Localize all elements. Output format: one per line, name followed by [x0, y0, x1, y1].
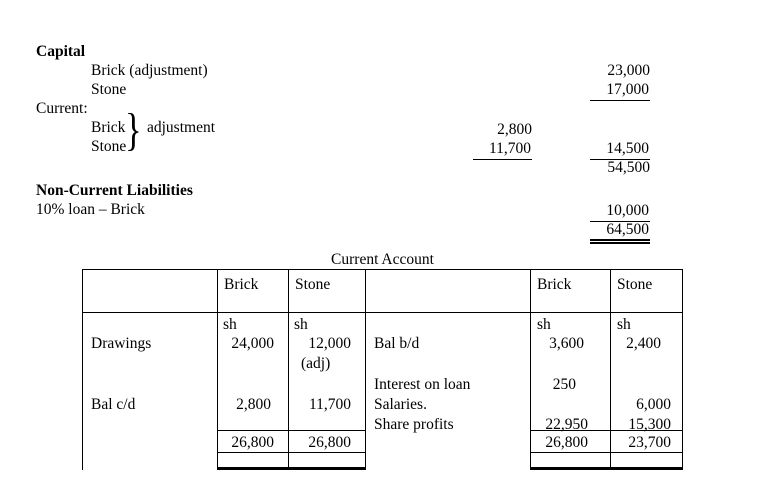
debit-total-stone: 26,800 — [308, 434, 351, 451]
current-stone-value: 11,700 — [452, 139, 532, 160]
loan-value: 10,000 — [570, 201, 650, 222]
credit-total-stone: 23,700 — [628, 434, 671, 451]
credit-total-brick: 26,800 — [545, 434, 588, 451]
header-brick-right: Brick — [537, 276, 572, 293]
drawings-stone: 12,000 — [308, 335, 351, 352]
currency-label: sh — [223, 316, 237, 333]
loan-label: 10% loan – Brick — [36, 201, 145, 218]
share-profits-label: Share profits — [374, 416, 454, 433]
header-brick-left: Brick — [224, 276, 259, 293]
totals-rule-bottom — [530, 452, 683, 453]
current-stone-label: Stone — [91, 138, 127, 155]
share-profits-stone: 15,300 — [628, 416, 671, 433]
salaries-stone: 6,000 — [636, 396, 671, 413]
table-border-top — [82, 269, 683, 270]
curly-brace: } — [125, 104, 142, 155]
header-stone-right: Stone — [617, 276, 653, 293]
header-stone-left: Stone — [295, 276, 331, 293]
totals-rule-bottom — [217, 452, 365, 453]
table-border-right — [682, 269, 683, 470]
bal-cd-label: Bal c/d — [91, 396, 136, 413]
interest-brick: 250 — [552, 376, 576, 393]
currency-label: sh — [617, 316, 631, 333]
share-profits-brick: 22,950 — [545, 416, 588, 433]
closing-rule — [217, 467, 365, 470]
table-border-left — [82, 269, 83, 470]
totals-rule-top — [217, 430, 365, 431]
current-brick-value: 2,800 — [497, 121, 532, 138]
bal-bd-brick: 3,600 — [549, 335, 584, 352]
drawings-label: Drawings — [91, 335, 152, 352]
brace-note: adjustment — [147, 119, 216, 136]
capital-brick-value: 23,000 — [607, 62, 650, 79]
ncl-heading: Non-Current Liabilities — [36, 182, 193, 199]
bal-cd-brick: 2,800 — [236, 396, 271, 413]
bal-cd-stone: 11,700 — [308, 396, 351, 413]
debit-total-brick: 26,800 — [231, 434, 274, 451]
account-title: Current Account — [331, 251, 434, 268]
interest-label: Interest on loan — [374, 376, 471, 393]
header-rule — [82, 312, 683, 313]
capital-stone-value: 17,000 — [570, 80, 650, 101]
grand-total: 64,500 — [570, 220, 650, 244]
currency-label: sh — [294, 316, 308, 333]
capital-subtotal: 54,500 — [607, 159, 650, 176]
current-account-table — [82, 269, 684, 472]
current-subtotal: 14,500 — [570, 139, 650, 160]
current-heading: Current: — [36, 100, 88, 117]
currency-label: sh — [537, 316, 551, 333]
salaries-label: Salaries. — [374, 396, 427, 413]
table-divider — [365, 269, 366, 470]
bal-bd-label: Bal b/d — [374, 335, 420, 352]
bal-bd-stone: 2,400 — [626, 335, 661, 352]
capital-heading: Capital — [36, 43, 86, 60]
capital-brick-label: Brick (adjustment) — [91, 62, 208, 79]
current-brick-label: Brick — [91, 119, 126, 136]
drawings-stone-note: (adj) — [301, 355, 331, 372]
capital-stone-label: Stone — [91, 81, 127, 98]
drawings-brick: 24,000 — [231, 335, 274, 352]
closing-rule — [530, 467, 683, 470]
